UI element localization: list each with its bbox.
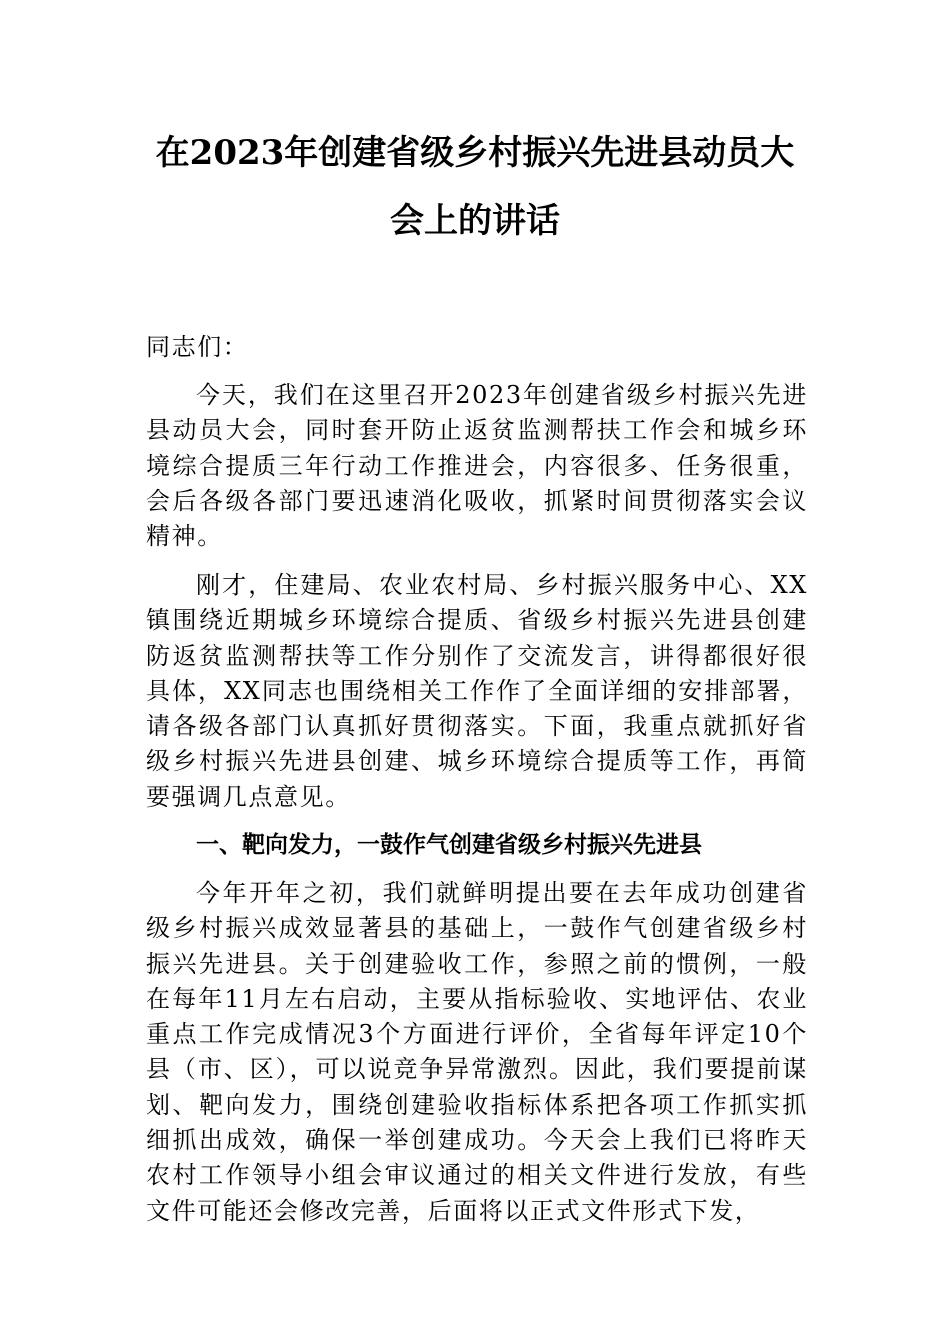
paragraph-section-1: 今年开年之初，我们就鲜明提出要在去年成功创建省级乡村振兴成效显著县的基础上，一鼓作气创建省级乡村振兴先进县。关于创建验收工作，参照之前的惯例，一般在每年11月左右启动，主要从指标验收、实地评估、农业重点工作完成情况3个方面进行评价，全省每年评定10个县（市、区），可以说竞争异常激烈。因此，我们要提前谋划、靶向发力，围绕创建验收指标体系把各项工作抓实抓细抓出成效，确保一举创建成功。今天会上我们已将昨天农村工作领导小组会审议通过的相关文件进行发放，有些文件可能还会修改完善，后面将以正式文件形式下发，	[146, 879, 808, 1225]
paragraph-opening: 今天，我们在这里召开2023年创建省级乡村振兴先进县动员大会，同时套开防止返贫监测帮扶工作会和城乡环境综合提质三年行动工作推进会，内容很多、任务很重，会后各级各部门要迅速消化吸收，抓紧时间贯彻落实会议精神。	[146, 381, 808, 551]
greeting: 同志们：	[146, 333, 249, 361]
document-title-line1: 在2023年创建省级乡村振兴先进县动员大	[155, 133, 795, 173]
section-heading-1: 一、靶向发力，一鼓作气创建省级乡村振兴先进县	[196, 832, 702, 858]
paragraph-review: 刚才，住建局、农业农村局、乡村振兴服务中心、XX镇围绕近期城乡环境综合提质、省级乡村振兴先进县创建防返贫监测帮扶等工作分别作了交流发言，讲得都很好很具体，XX同志也围绕相关工作作了全面详细的安排部署，请各级各部门认真抓好贯彻落实。下面，我重点就抓好省级乡村振兴先进县创建、城乡环境综合提质等工作，再简要强调几点意见。	[146, 571, 808, 811]
document-title-line2: 会上的讲话	[390, 201, 560, 241]
